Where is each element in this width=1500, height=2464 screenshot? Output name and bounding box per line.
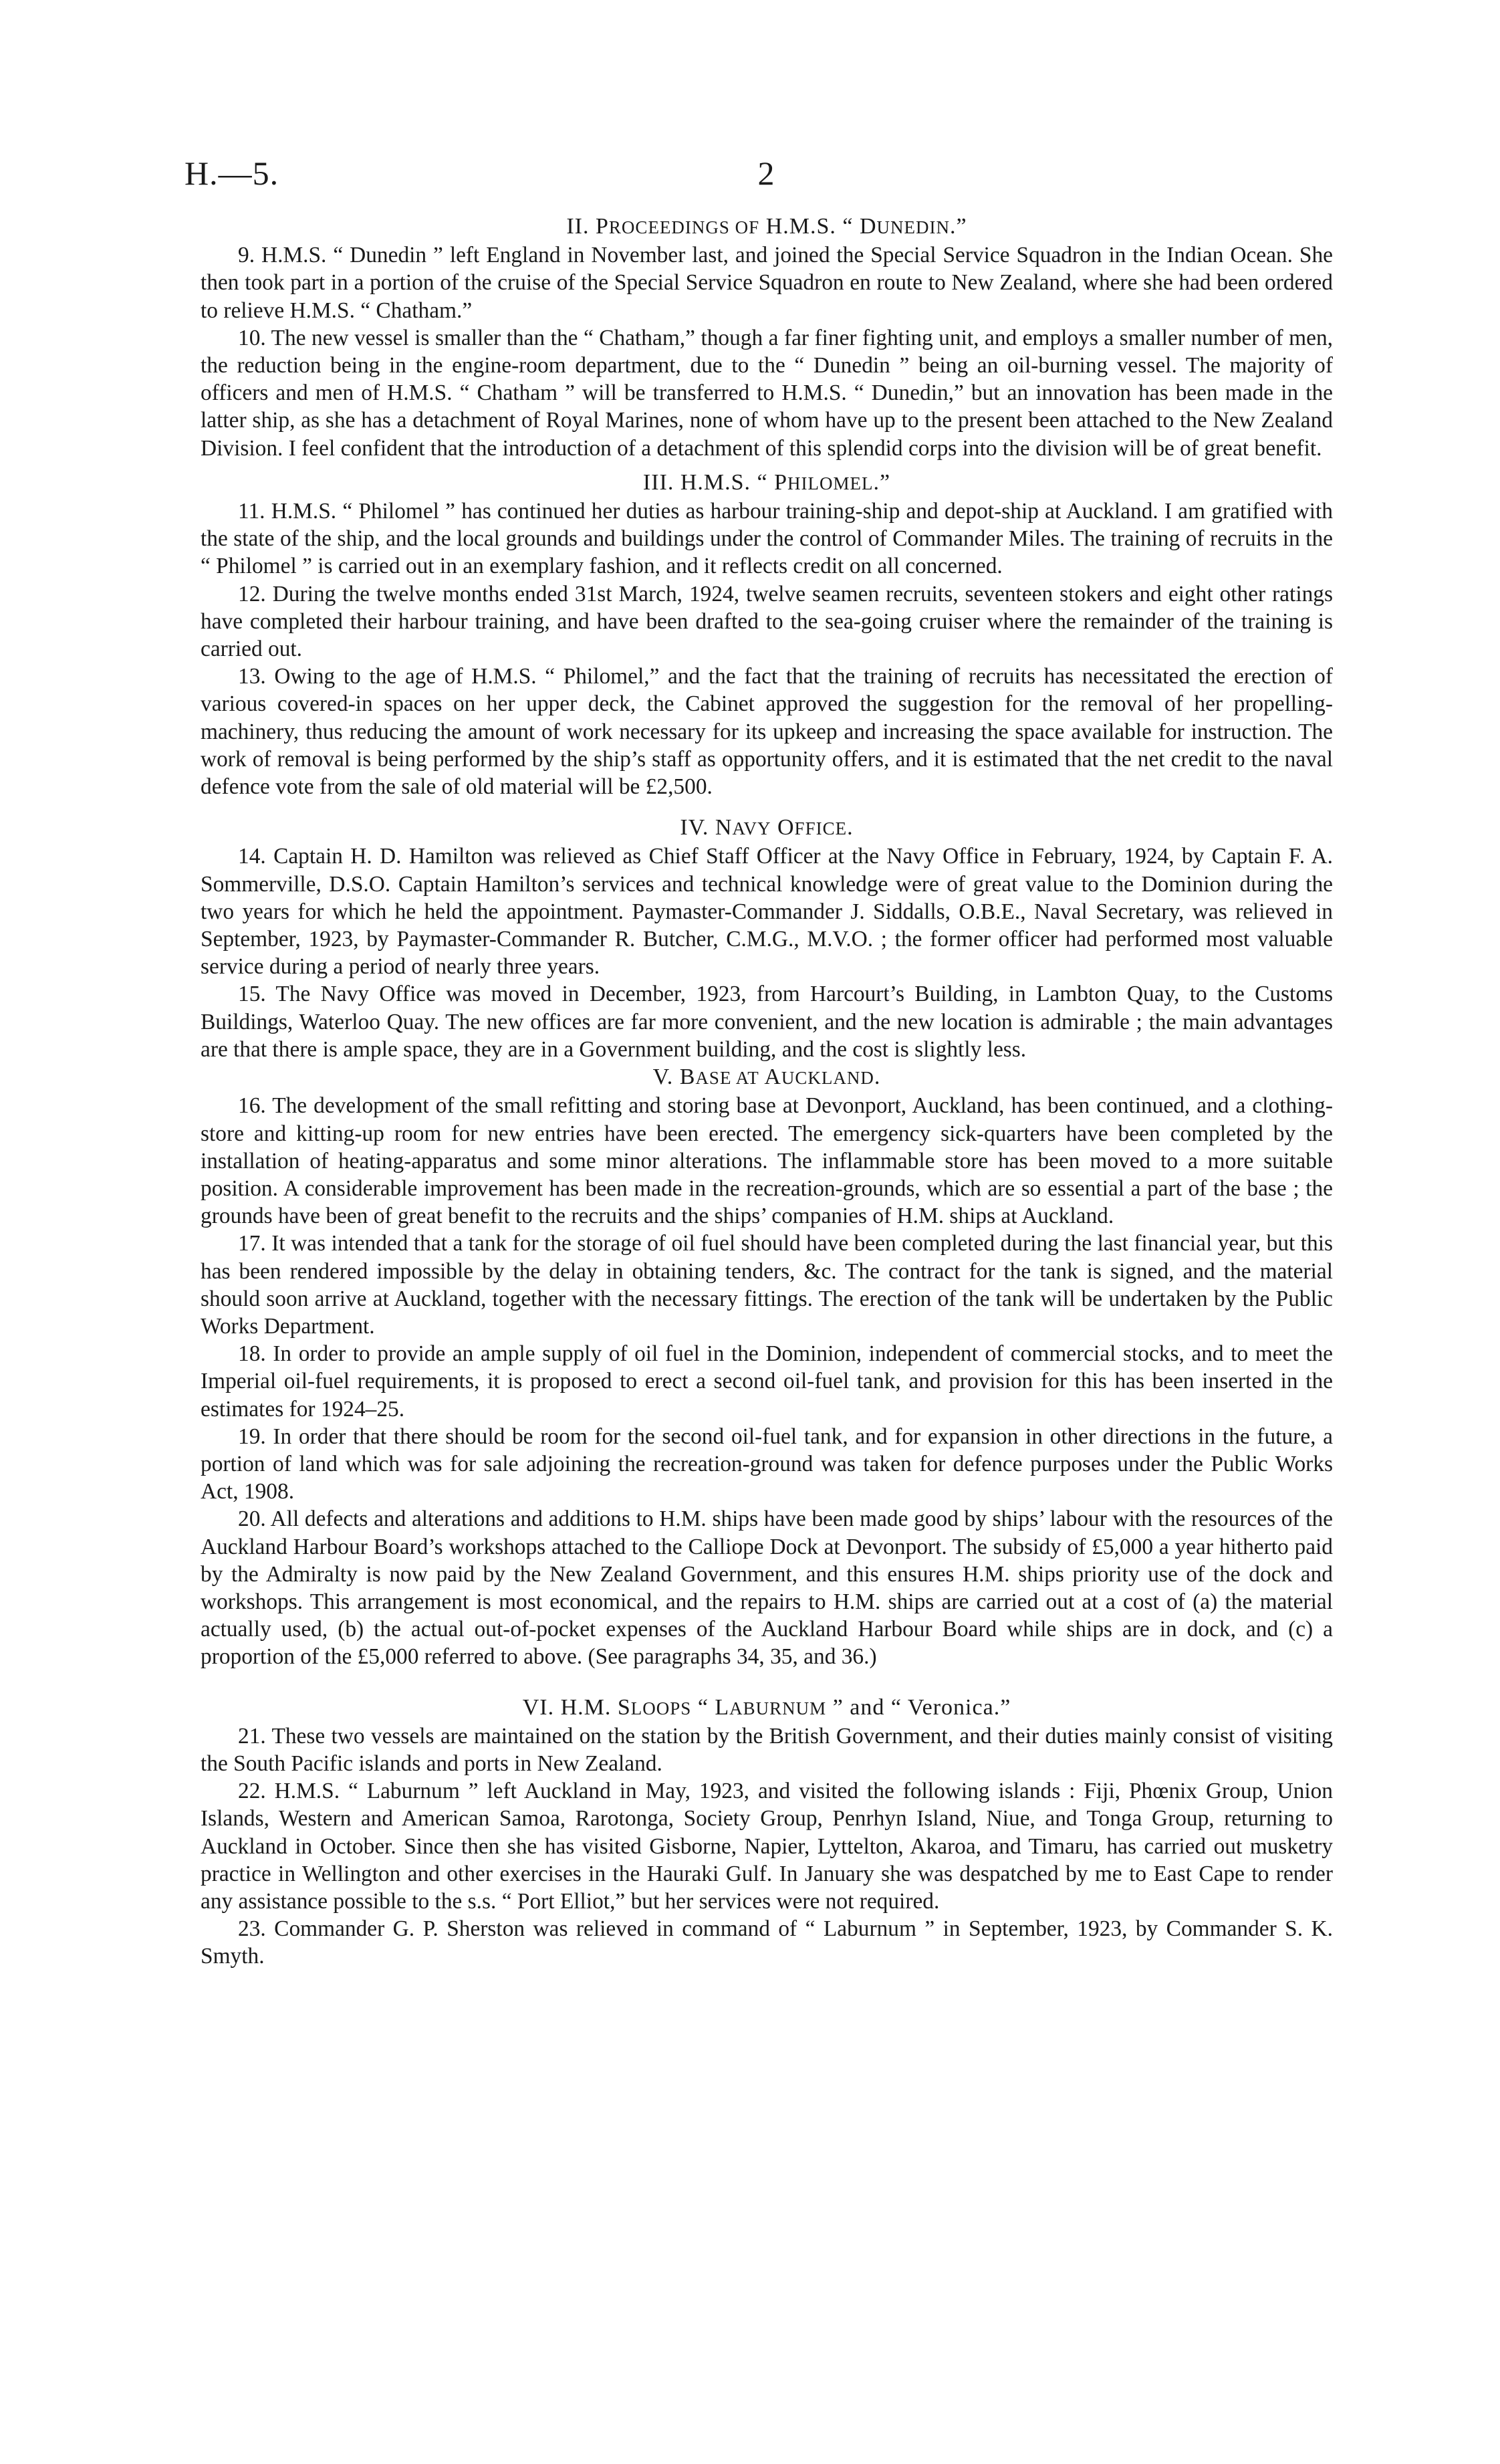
page-header	[184, 154, 1348, 201]
paragraph: 11. H.M.S. “ Philomel ” has continued her duties as harbour training-ship and depot-ship at Auckland. I am gratified with the state of the ship, and the local grounds and buildings under the control of Commander Miles. The training of recruits in the “ Philomel ” is carried out in an exemplary fashion, and it reflects credit on all concerned.	[201, 499, 1333, 579]
section-heading-sloops: VI. H.M. SLOOPS “ LABURNUM ” and “ Veronica.”	[522, 1694, 1011, 1720]
paragraph: 16. The development of the small refitting and storing base at Devonport, Auckland, has been continued, and a clothing-store and kitting-up room for new entries have been erected. The emergency sick-quarters have been completed by the installation of heating-apparatus and some minor alterations. The inflammable store has been moved to a more suitable position. A considerable improvement has been made in the recreation-grounds, which are so essential a part of the base ; the grounds have been of great benefit to the recruits and the ships’ companies of H.M. ships at Auckland.	[201, 1093, 1333, 1229]
paragraph: 10. The new vessel is smaller than the “ Chatham,” though a far finer fighting unit, and employs a smaller number of men, the reduction being in the engine-room department, due to the “ Dunedin ” being an oil-burning vessel. The majority of officers and men of H.M.S. “ Chatham ” will be transferred to H.M.S. “ Dunedin,” but an innovation has been made in the latter ship, as she has a detachment of Royal Marines, none of whom have up to the present been attached to the New Zealand Division. I feel confident that the introduction of a detachment of this splendid corps into the division will be of great benefit.	[201, 325, 1333, 461]
section-heading-navy-office: IV. NAVY OFFICE.	[680, 815, 854, 841]
paragraph: 14. Captain H. D. Hamilton was relieved as Chief Staff Officer at the Navy Office in February, 1924, by Captain F. A. Sommerville, D.S.O. Captain Hamilton’s services and technical knowledge were of great value to the Dominion during the two years for which he held the appointment. Paymaster-Commander J. Siddalls, O.B.E., Naval Secretary, was relieved in September, 1923, by Paymaster-Commander R. Butcher, C.M.G., M.V.O. ; the former officer had performed most valuable service during a period of nearly three years.	[201, 844, 1333, 980]
paragraph: 9. H.M.S. “ Dunedin ” left England in November last, and joined the Special Service Squadron in the Indian Ocean. She then took part in a portion of the cruise of the Special Service Squadron en route to New Zealand, where she had been ordered to relieve H.M.S. “ Chatham.”	[201, 243, 1333, 323]
paragraph: 19. In order that there should be room for the second oil-fuel tank, and for expansion in other directions in the future, a portion of land which was for sale adjoining the recreation-ground was taken for defence purposes under the Public Works Act, 1908.	[201, 1424, 1333, 1504]
document-body	[201, 213, 1333, 1971]
paragraph: 22. H.M.S. “ Laburnum ” left Auckland in May, 1923, and visited the following islands : Fiji, Phœnix Group, Union Islands, Western and American Samoa, Rarotonga, Society Group, Penrhyn Island, Niue, and Tonga Group, returning to Auckland in October. Since then she has visited Gisborne, Napier, Lyttelton, Akaroa, and Timaru, has carried out musketry practice in Wellington and other exercises in the Hauraki Gulf. In January she was despatched by me to East Cape to render any assistance possible to the s.s. “ Port Elliot,” but her services were not required.	[201, 1779, 1333, 1914]
section-heading-base-auckland: V. BASE AT AUCKLAND.	[652, 1065, 881, 1090]
paragraph: 13. Owing to the age of H.M.S. “ Philomel,” and the fact that the training of recruits has necessitated the erection of various covered-in spaces on her upper deck, the Cabinet approved the suggestion for the removal of her propelling-machinery, thus reducing the amount of work necessary for its upkeep and increasing the space available for instruction. The work of removal is being performed by the ship’s staff as opportunity offers, and it is estimated that the net credit to the naval defence vote from the sale of old material will be £2,500.	[201, 664, 1333, 800]
section-heading-philomel: III. H.M.S. “ PHILOMEL.”	[642, 469, 891, 495]
paragraph: 17. It was intended that a tank for the storage of oil fuel should have been completed during the last financial year, but this has been rendered impossible by the delay in obtaining tenders, &c. The contract for the tank is signed, and the material should soon arrive at Auckland, together with the necessary fittings. The erection of the tank will be undertaken by the Public Works Department.	[201, 1231, 1333, 1339]
paragraph: 23. Commander G. P. Sherston was relieved in command of “ Laburnum ” in September, 1923, by Commander S. K. Smyth.	[201, 1916, 1333, 1969]
paragraph: 15. The Navy Office was moved in December, 1923, from Harcourt’s Building, in Lambton Quay, to the Customs Buildings, Waterloo Quay. The new offices are far more convenient, and the new location is admirable ; the main advantages are that there is ample space, they are in a Government building, and the cost is slightly less.	[201, 982, 1333, 1062]
paragraph: 18. In order to provide an ample supply of oil fuel in the Dominion, independent of commercial stocks, and to meet the Imperial oil-fuel requirements, it is proposed to erect a second oil-fuel tank, and provision for this has been inserted in the estimates for 1924–25.	[201, 1341, 1333, 1422]
paragraph: 20. All defects and alterations and additions to H.M. ships have been made good by ships’ labour with the resources of the Auckland Harbour Board’s workshops attached to the Calliope Dock at Devonport. The subsidy of £5,000 a year hitherto paid by the Admiralty is now paid by the New Zealand Government, and this ensures H.M. ships priority use of the dock and workshops. This arrangement is most economical, and the repairs to H.M. ships are carried out at a cost of (a) the material actually used, (b) the actual out-of-pocket expenses of the Auckland Harbour Board while ships are in dock, and (c) a proportion of the £5,000 referred to above. (See paragraphs 34, 35, and 36.)	[201, 1506, 1333, 1670]
section-heading-dunedin: II. PROCEEDINGS OF H.M.S. “ DUNEDIN.”	[566, 214, 967, 239]
paragraph: 21. These two vessels are maintained on the station by the British Government, and their duties mainly consist of visiting the South Pacific islands and ports in New Zealand.	[201, 1723, 1333, 1776]
report-reference: H.—5.	[184, 154, 279, 192]
paragraph: 12. During the twelve months ended 31st March, 1924, twelve seamen recruits, seventeen stokers and eight other ratings have completed their harbour training, and have been drafted to the sea-going cruiser where the remainder of the training is carried out.	[201, 581, 1333, 662]
page-number: 2	[757, 154, 775, 192]
